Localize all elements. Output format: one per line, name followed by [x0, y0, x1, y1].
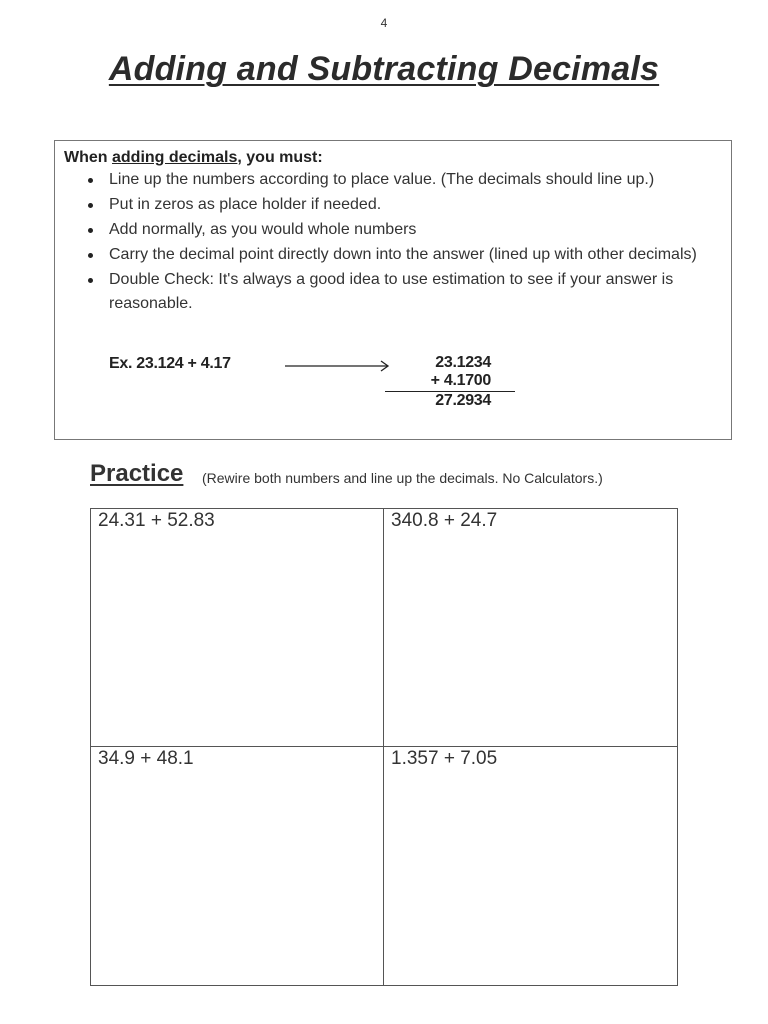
rule-item: Double Check: It's always a good idea to use estimation to see if your answer is reasonable.: [85, 268, 715, 316]
practice-problem: 1.357 + 7.05: [391, 748, 498, 769]
rules-box: [54, 140, 732, 440]
rule-item: Carry the decimal point directly down into the answer (lined up with other decimals): [85, 243, 715, 267]
rule-item: Put in zeros as place holder if needed.: [85, 193, 715, 217]
rules-list: [85, 168, 715, 317]
practice-problem: 340.8 + 24.7: [384, 509, 677, 747]
rules-heading-underlined: adding decimals: [112, 149, 238, 166]
right-arrow-icon: [283, 359, 393, 373]
practice-grid: [90, 508, 678, 986]
example-work: [385, 354, 515, 410]
example-line-1: 23.1234: [435, 354, 491, 371]
example-line-2: + 4.1700: [430, 372, 491, 389]
rules-heading-suffix: , you must:: [237, 149, 323, 166]
example-answer: 27.2934: [435, 392, 491, 409]
example-label: Ex. 23.124 + 4.17: [109, 355, 231, 372]
practice-problem: 24.31 + 52.83: [91, 509, 384, 747]
rule-item: Line up the numbers according to place value. (The decimals should line up.): [85, 168, 715, 192]
practice-problem: 34.9 + 48.1: [91, 747, 384, 985]
practice-note: (Rewire both numbers and line up the decimals. No Calculators.): [202, 470, 603, 486]
rules-heading: [64, 149, 323, 167]
rules-heading-prefix: When: [64, 149, 112, 166]
rule-item: Add normally, as you would whole numbers: [85, 218, 715, 242]
page-title: Adding and Subtracting Decimals: [108, 50, 660, 88]
practice-title: Practice: [90, 460, 184, 487]
page-number: 4: [380, 16, 388, 30]
